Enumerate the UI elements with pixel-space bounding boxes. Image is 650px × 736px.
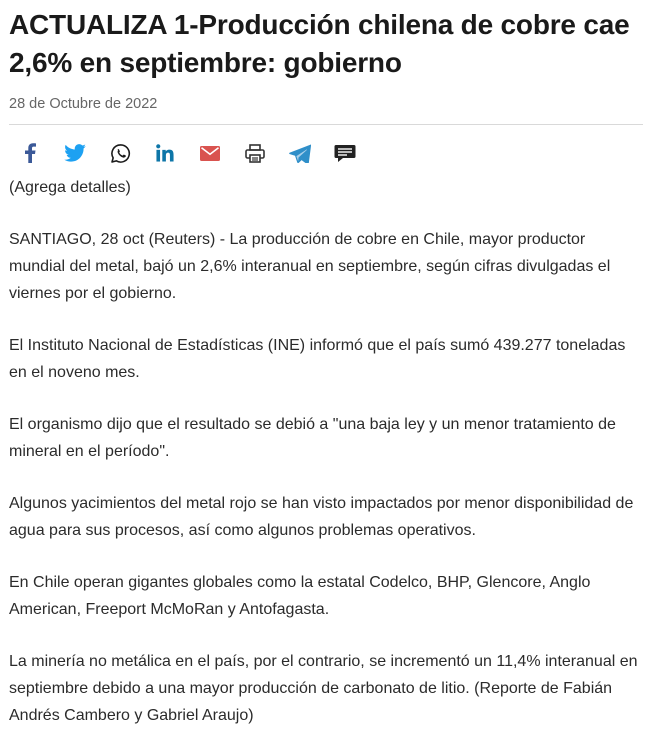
paragraph: El Instituto Nacional de Estadísticas (INE) informó que el país sumó 439.277 toneladas en el noveno mes. — [9, 337, 626, 381]
article-body — [9, 174, 641, 729]
share-twitter-button[interactable] — [62, 141, 88, 165]
share-email-button[interactable] — [197, 141, 223, 165]
print-button[interactable] — [242, 141, 268, 165]
share-facebook-button[interactable] — [17, 141, 43, 165]
print-icon — [245, 144, 265, 163]
facebook-icon — [24, 143, 36, 163]
paragraph: En Chile operan gigantes globales como la estatal Codelco, BHP, Glencore, Anglo American, Freeport McMoRan y Antofagasta. — [9, 574, 591, 618]
paragraph: (Agrega detalles) — [9, 179, 131, 196]
share-bar — [9, 141, 641, 165]
email-icon — [200, 146, 220, 161]
paragraph: La minería no metálica en el país, por el contrario, se incrementó un 11,4% interanual en septiembre debido a una mayor producción de carbonato de litio. (Reporte de Fabián Andrés Cambero y Gabriel Araujo) — [9, 653, 638, 724]
comments-button[interactable] — [332, 141, 358, 165]
telegram-icon — [289, 144, 311, 163]
headline: ACTUALIZA 1-Producción chilena de cobre cae 2,6% en septiembre: gobierno — [9, 9, 630, 78]
share-linkedin-button[interactable] — [152, 141, 178, 165]
paragraph: El organismo dijo que el resultado se debió a "una baja ley y un menor tratamiento de mineral en el período". — [9, 416, 616, 460]
share-telegram-button[interactable] — [287, 141, 313, 165]
publish-date: 28 de Octubre de 2022 — [9, 96, 158, 112]
whatsapp-icon — [110, 143, 131, 164]
divider — [9, 124, 643, 125]
twitter-icon — [64, 144, 86, 162]
paragraph: SANTIAGO, 28 oct (Reuters) - La producción de cobre en Chile, mayor productor mundial del metal, bajó un 2,6% interanual en septiembre, según cifras divulgadas el viernes por el gobierno. — [9, 231, 611, 302]
share-whatsapp-button[interactable] — [107, 141, 133, 165]
comments-icon — [334, 144, 356, 163]
paragraph: Algunos yacimientos del metal rojo se han visto impactados por menor disponibilidad de agua para sus procesos, así como algunos problemas operativos. — [9, 495, 634, 539]
linkedin-icon — [156, 144, 174, 162]
